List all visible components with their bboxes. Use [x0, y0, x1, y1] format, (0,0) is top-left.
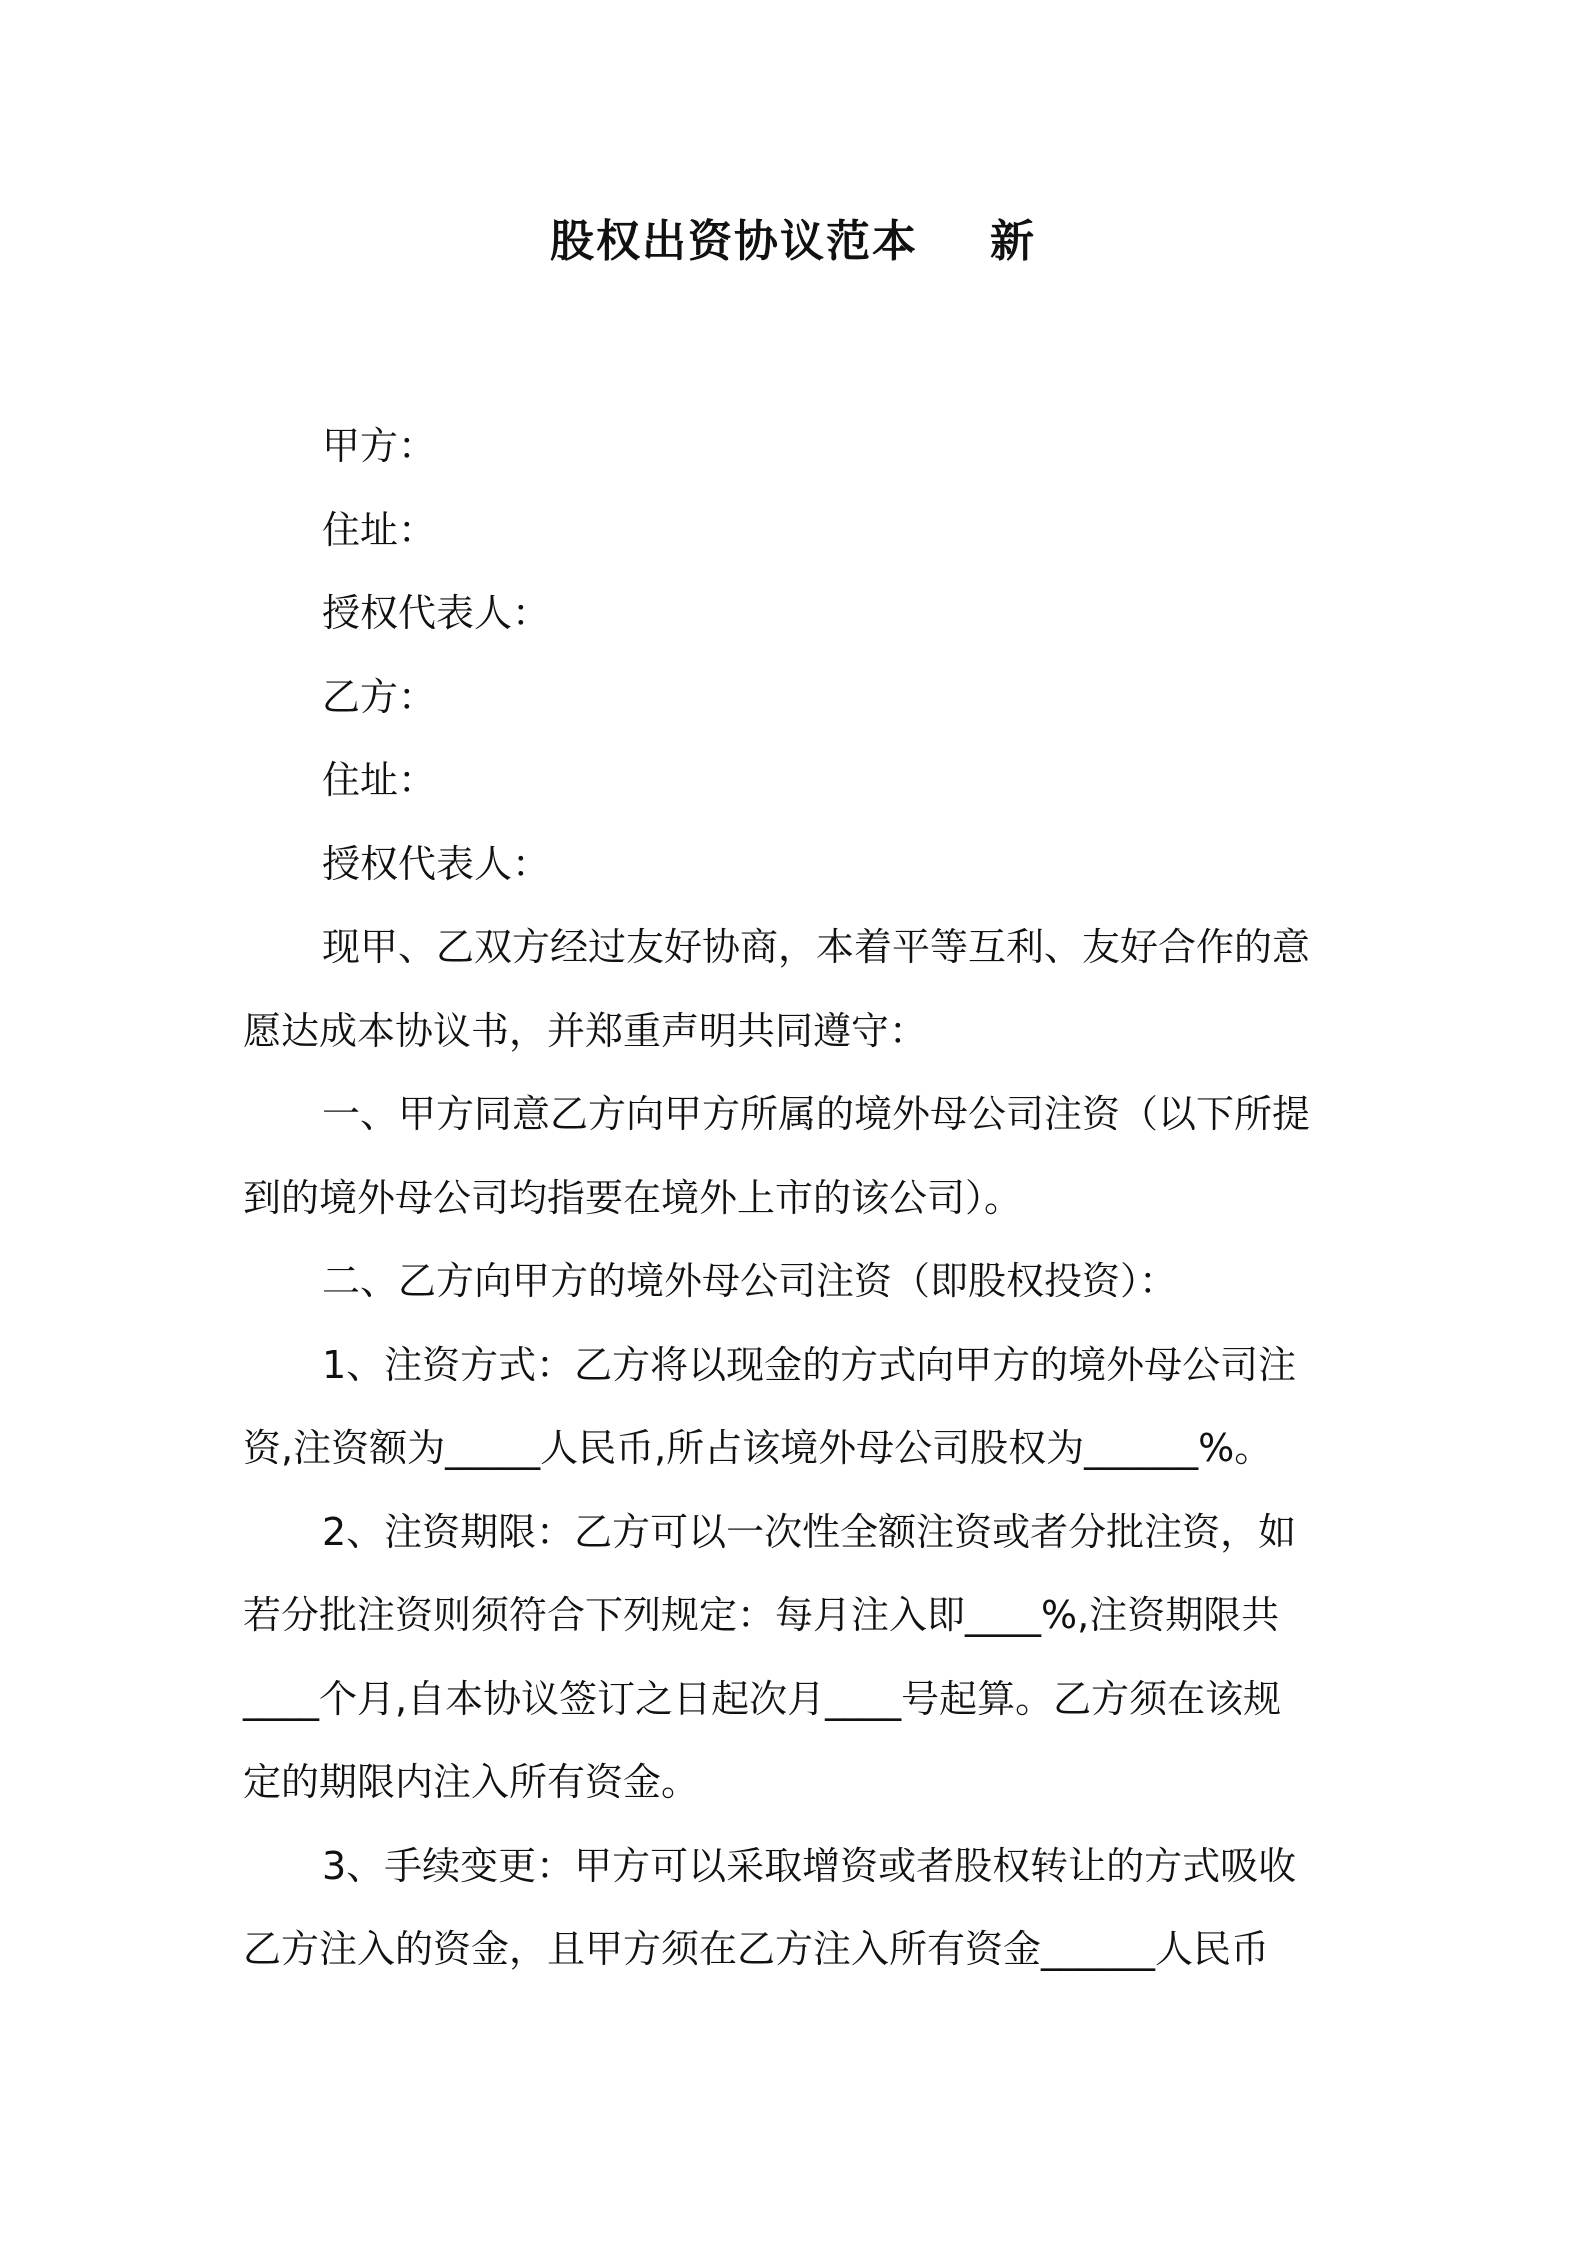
preamble-line-1: 现甲、乙双方经过友好协商，本着平等互利、友好合作的意	[322, 925, 1311, 969]
party-b-representative-label: 授权代表人：	[322, 841, 551, 886]
party-a-address-label: 住址：	[322, 507, 437, 552]
clause-2-2-line-3: ____个月,自本协议签订之日起次月____号起算。乙方须在该规	[243, 1676, 1282, 1721]
clause-2-2-line-2: 若分批注资则须符合下列规定：每月注入即____%,注资期限共	[243, 1593, 1280, 1637]
party-b-address-label: 住址：	[322, 758, 437, 802]
document-body	[243, 405, 1353, 1992]
clause-1-line-2: 到的境外母公司均指要在境外上市的该公司）。	[243, 1175, 1023, 1220]
party-b-label: 乙方：	[322, 674, 437, 719]
party-a-label: 甲方：	[322, 424, 437, 468]
party-a-representative-label: 授权代表人：	[322, 591, 551, 635]
clause-1-line-1: 一、甲方同意乙方向甲方所属的境外母公司注资（以下所提	[322, 1092, 1311, 1136]
clause-2-3-line-1: 3、手续变更：甲方可以采取增资或者股权转让的方式吸收	[322, 1843, 1297, 1888]
preamble-line-2: 愿达成本协议书，并郑重声明共同遵守：	[243, 1008, 928, 1053]
clause-2-1-line-1: 1、注资方式：乙方将以现金的方式向甲方的境外母公司注	[322, 1342, 1297, 1387]
title-suffix: 新	[990, 216, 1036, 267]
clause-2-1-line-2: 资,注资额为_____人民币,所占该境外母公司股权为______%。	[243, 1426, 1273, 1470]
clause-2-heading: 二、乙方向甲方的境外母公司注资（即股权投资）：	[322, 1259, 1178, 1303]
clause-2-3-line-2: 乙方注入的资金，且甲方须在乙方注入所有资金______人民币	[243, 1927, 1270, 1971]
clause-2-2-line-1: 2、注资期限：乙方可以一次性全额注资或者分批注资，如	[322, 1509, 1297, 1554]
title-main: 股权出资协议范本	[550, 216, 918, 267]
document-title	[0, 212, 1586, 272]
clause-2-2-line-4: 定的期限内注入所有资金。	[243, 1760, 700, 1804]
